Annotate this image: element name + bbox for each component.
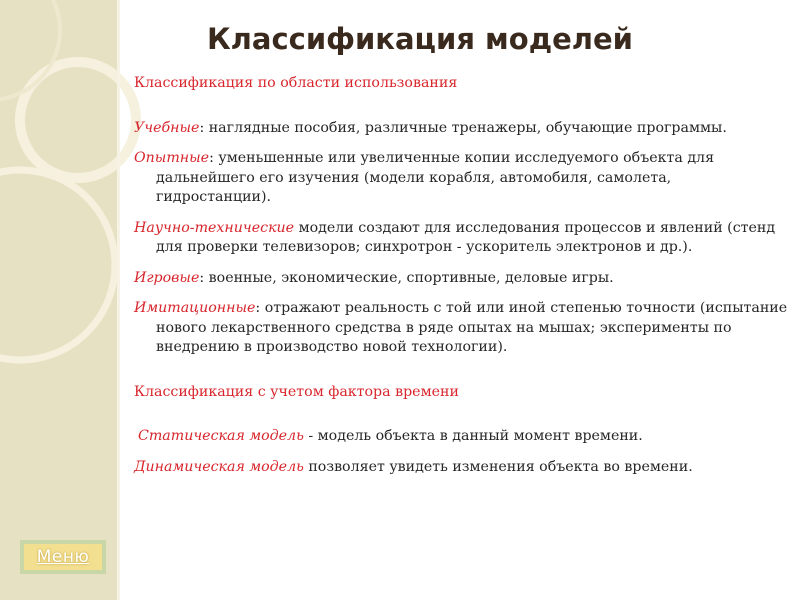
item-text: : наглядные пособия, различные тренажеры, обучающие программы. [199,119,727,136]
list-item [134,119,789,139]
menu-button[interactable]: Меню [20,540,106,574]
item-term: Имитационные [134,300,256,316]
sidebar-divider [117,0,120,600]
list-item [134,269,789,289]
section-heading-time: Классификация с учетом фактора времени [134,383,459,400]
list-item [134,149,789,208]
list-item-static [134,427,789,447]
item-text: - модель объекта в данный момент времени. [303,428,643,444]
section-heading-usage: Классификация по области использования [134,75,458,91]
item-term: Игровые [134,269,200,286]
item-term: Динамическая модель [134,458,304,475]
list-item-dynamic [134,458,789,478]
item-text: позволяет увидеть изменения объекта во времени. [303,458,693,475]
list-item [134,219,789,258]
item-term: Статическая модель [138,428,304,444]
slide-title: Классификация моделей [206,22,634,56]
item-text: : уменьшенные или увеличенные копии исследуемого объекта для дальнейшего его изучения (модели корабля, автомобиля, самолета, гидростанции). [156,150,715,205]
item-term: Учебные [134,119,200,136]
slide-content [134,74,789,477]
item-text: : военные, экономические, спортивные, деловые игры. [199,269,614,286]
item-term: Опытные [134,150,210,166]
item-text: модели создают для исследования процессов и явлений (стенд для проверки телевизоров; синхротрон - ускоритель электронов и др.). [156,219,776,255]
item-text: : отражают реальность с той или иной степенью точности (испытание нового лекарственного средства в ряде опытах на мышах; эксперименты по внедрению в производство новой технологии). [156,300,788,355]
item-term: Научно-технические [134,219,295,236]
list-item [134,299,789,358]
